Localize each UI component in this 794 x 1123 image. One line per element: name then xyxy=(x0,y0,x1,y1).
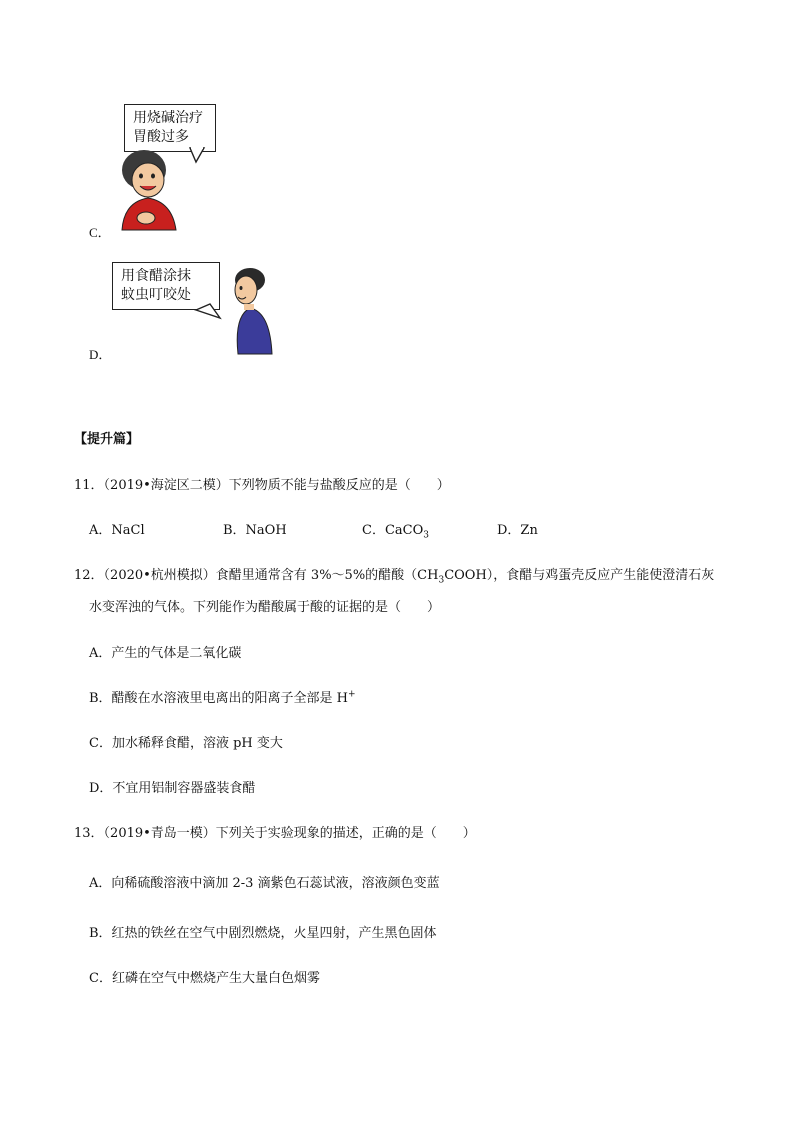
q11-option-b: B．NaOH xyxy=(223,523,287,538)
boy-cartoon-illustration xyxy=(112,140,222,232)
bubble-c-line2: 胃酸过多 xyxy=(133,129,189,145)
q12-option-b-text: B．醋酸在水溶液里电离出的阳离子全部是 H xyxy=(89,691,349,706)
q12-option-b xyxy=(89,687,356,706)
q12-stem-part2: COOH），食醋与鸡蛋壳反应产生能使澄清石灰 xyxy=(444,568,715,583)
question-12-stem-line2: 水变浑浊的气体。下列能作为醋酸属于酸的证据的是（ ） xyxy=(89,600,441,615)
option-d-letter: D． xyxy=(89,347,112,362)
man-cartoon-illustration xyxy=(190,266,280,356)
bubble-d-line1: 用食醋涂抹 xyxy=(121,268,191,284)
q12-option-c: C．加水稀释食醋，溶液 pH 变大 xyxy=(89,736,283,751)
q12-option-a: A．产生的气体是二氧化碳 xyxy=(89,646,242,661)
q11-option-c xyxy=(362,519,429,541)
question-12-stem xyxy=(74,564,714,586)
q11-option-a: A．NaCl xyxy=(89,523,145,538)
q12-stem-subscript: 3 xyxy=(438,575,445,586)
question-11-stem: 11．（2019•海淀区二模）下列物质不能与盐酸反应的是（ ） xyxy=(74,478,450,493)
section-heading: 【提升篇】 xyxy=(74,432,140,447)
q12-option-b-superscript: + xyxy=(348,689,356,700)
q11-option-d: D．Zn xyxy=(497,523,538,538)
bubble-d-line2: 蚊虫叮咬处 xyxy=(121,287,191,303)
question-13-stem: 13．（2019•青岛一模）下列关于实验现象的描述，正确的是（ ） xyxy=(74,826,476,841)
bubble-c-line1: 用烧碱治疗 xyxy=(133,110,203,126)
option-c-letter: C． xyxy=(89,225,111,240)
q12-option-d: D．不宜用铝制容器盛装食醋 xyxy=(89,781,256,796)
q11-option-c-text: C．CaCO xyxy=(362,523,424,538)
q13-option-c: C．红磷在空气中燃烧产生大量白色烟雾 xyxy=(89,971,320,986)
q13-option-b: B．红热的铁丝在空气中剧烈燃烧，火星四射，产生黑色固体 xyxy=(89,926,437,941)
q13-option-a: A．向稀硫酸溶液中滴加 2-3 滴紫色石蕊试液，溶液颜色变蓝 xyxy=(89,876,440,891)
q12-stem-part1: 12．（2020•杭州模拟）食醋里通常含有 3%～5%的醋酸（CH xyxy=(74,568,439,583)
q11-option-c-subscript: 3 xyxy=(423,530,429,541)
